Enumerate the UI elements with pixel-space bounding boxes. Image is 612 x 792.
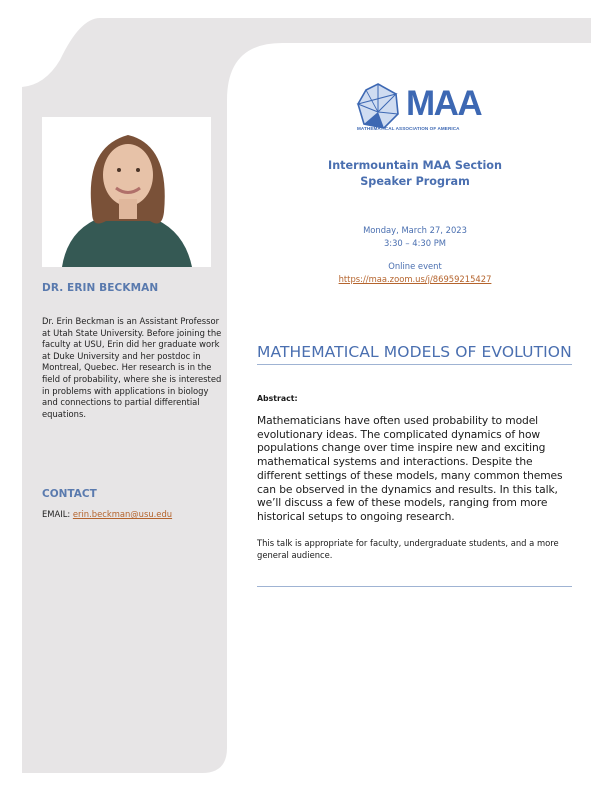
event-mode: Online event	[388, 261, 442, 271]
program-title-line2: Speaker Program	[360, 175, 470, 188]
program-title	[300, 158, 530, 190]
bottom-divider	[257, 586, 572, 587]
maa-logo-subtitle: MATHEMATICAL ASSOCIATION OF AMERICA	[357, 126, 460, 131]
event-time: 3:30 – 4:30 PM	[383, 237, 447, 248]
contact-email	[42, 509, 172, 519]
abstract-label: Abstract:	[257, 394, 298, 403]
talk-title: MATHEMATICAL MODELS OF EVOLUTION	[257, 343, 572, 361]
abstract-text: Mathematicians have often used probability to model evolutionary ideas. The complicated dynamics of how populations change over time inspire new and exciting mathematical systems and interactions. Despite the different settings of these models, many common themes can be observed in the dynamics and results. In this talk, we’ll discuss a few of these models, ranging from more historical setups to ongoing research.	[257, 414, 563, 523]
email-label: EMAIL:	[42, 509, 73, 519]
event-info	[300, 224, 530, 285]
contact-heading: CONTACT	[42, 488, 97, 500]
speaker-photo	[42, 117, 211, 267]
program-title-line1: Intermountain MAA Section	[328, 159, 502, 172]
audience-note: This talk is appropriate for faculty, undergraduate students, and a more general audience.	[257, 538, 559, 560]
maa-logo-text: MAA	[406, 84, 482, 123]
speaker-name: DR. ERIN BECKMAN	[42, 282, 159, 294]
event-date: Monday, March 27, 2023	[363, 225, 467, 235]
event-link[interactable]: https://maa.zoom.us/j/86959215427	[338, 273, 492, 284]
title-divider	[257, 364, 572, 365]
email-link[interactable]: erin.beckman@usu.edu	[72, 509, 173, 519]
speaker-bio: Dr. Erin Beckman is an Assistant Professor at Utah State University. Before joining the faculty at USU, Erin did her graduate work at Duke University and her postdoc in Montreal, Quebec. Her research is in the field of probability, where she is interested in problems with applications in biology and connections to partial differential equations.	[42, 316, 222, 419]
